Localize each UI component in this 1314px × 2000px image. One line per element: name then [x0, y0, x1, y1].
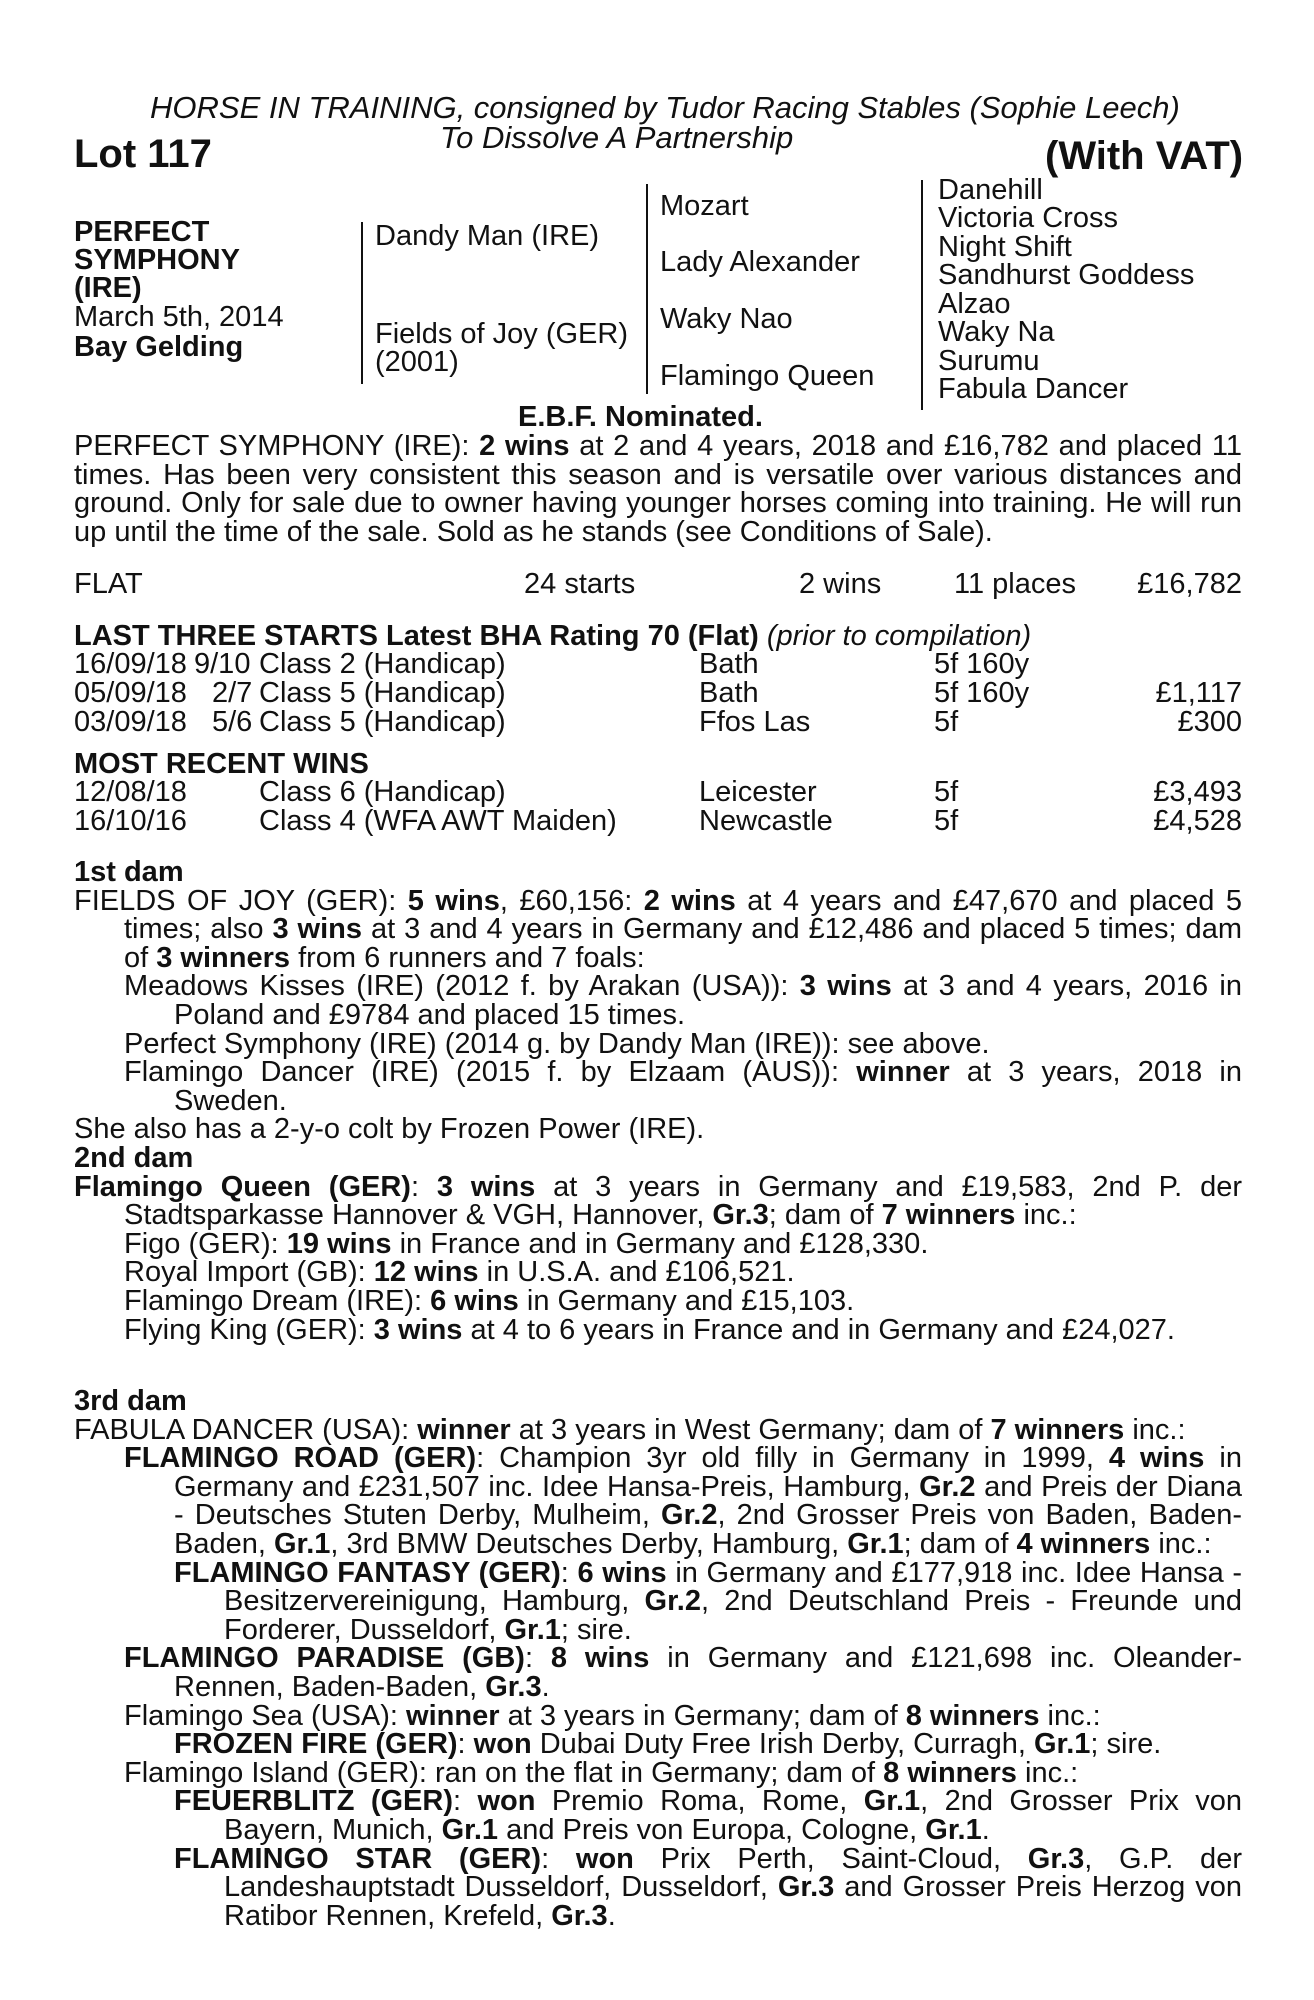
- third-dam-record: FABULA DANCER (USA): winner at 3 years in West Germany; dam of 7 winners inc.:: [74, 1413, 1186, 1446]
- flat-starts: 24 starts: [524, 568, 636, 600]
- horse-summary: PERFECT SYMPHONY (IRE): 2 wins at 2 and 4 years, 2018 and £16,782 and placed 11 times. Has been very consistent this season and is versatile over various distances and ground. Only for sale due to owner having younger horses coming into training. He will run up until the time of the sale. Sold as he stands (see Conditions of Sale).: [74, 430, 1242, 548]
- pedigree-g8: Fabula Dancer: [938, 373, 1129, 405]
- vat-status: (With VAT): [1045, 134, 1244, 178]
- first-dam-heading: 1st dam: [74, 856, 184, 888]
- pedigree-dam-sire: Waky Nao: [660, 303, 793, 335]
- produce-item: FLAMINGO PARADISE (GB): 8 wins in Germany and £121,698 inc. Oleander-Rennen, Baden-Baden, Gr.3.: [124, 1642, 1242, 1703]
- horse-name-line3: (IRE): [74, 272, 142, 304]
- produce-item: FLAMINGO FANTASY (GER): 6 wins in Germany and £177,918 inc. Idee Hansa - Besitzervereinigung, Hamburg, Gr.2, 2nd Deutschland Preis - Freunde und Forderer, Dusseldorf, Gr.1; sire.: [174, 1556, 1242, 1646]
- second-dam-record: Flamingo Queen (GER): 3 wins at 3 years in Germany and £19,583, 2nd P. der Stadtsparkasse Hannover & VGH, Hannover, Gr.3; dam of 7 winners inc.:: [74, 1170, 1242, 1232]
- recent-wins-heading: MOST RECENT WINS: [74, 748, 369, 780]
- table-row: 16/10/16 Class 4 (WFA AWT Maiden) Newcastle 5f £4,528: [74, 805, 1242, 837]
- lot-number: Lot 117: [74, 132, 212, 176]
- flat-places: 11 places: [954, 568, 1076, 600]
- pedigree-g6: Waky Na: [938, 316, 1055, 348]
- third-dam-heading: 3rd dam: [74, 1385, 187, 1417]
- produce-item: Flamingo Dancer (IRE) (2015 f. by Elzaam (AUS)): winner at 3 years, 2018 in Sweden.: [124, 1056, 1242, 1117]
- table-row: 03/09/18 5/6 Class 5 (Handicap) Ffos Las 5f £300: [74, 706, 1242, 738]
- pedigree-divider-1: [361, 222, 363, 384]
- second-dam-heading: 2nd dam: [74, 1142, 194, 1174]
- flat-wins: 2 wins: [799, 568, 882, 600]
- pedigree-sire-sire: Mozart: [660, 190, 749, 222]
- pedigree-dam-dam: Flamingo Queen: [660, 360, 875, 392]
- horse-name-line1: PERFECT: [74, 216, 210, 248]
- table-row: 12/08/18 Class 6 (Handicap) Leicester 5f £3,493: [74, 776, 1242, 808]
- first-dam-record: FIELDS OF JOY (GER): 5 wins, £60,156: 2 wins at 4 years and £47,670 and placed 5 times; also 3 wins at 3 and 4 years in Germany and £12,486 and placed 5 times; dam of 3 winners from 6 runners and 7 foals:: [74, 884, 1242, 974]
- pedigree-sire-dam: Lady Alexander: [660, 246, 860, 278]
- pedigree-g5: Alzao: [938, 288, 1011, 320]
- produce-item: Meadows Kisses (IRE) (2012 f. by Arakan (USA)): 3 wins at 3 and 4 years, 2016 in Poland and £9784 and placed 15 times.: [124, 970, 1242, 1031]
- third-dam-section: [74, 1387, 1242, 1930]
- produce-item: FLAMINGO ROAD (GER): Champion 3yr old filly in Germany in 1999, 4 wins in Germany and £231,507 inc. Idee Hansa-Preis, Hamburg, Gr.2 and Preis der Diana - Deutsches Stuten Derby, Mulheim, Gr.2, 2nd Grosser Preis von Baden, Baden-Baden, Gr.1, 3rd BMW Deutsches Derby, Hamburg, Gr.1; dam of 4 winners inc.:: [124, 1442, 1242, 1560]
- pedigree-dam-year: (2001): [375, 346, 459, 378]
- horse-sex-colour: Bay Gelding: [74, 331, 244, 363]
- produce-item: Flamingo Island (GER): ran on the flat in Germany; dam of 8 winners inc.:: [124, 1756, 1079, 1789]
- flat-earnings: £16,782: [1137, 568, 1242, 600]
- pedigree-divider-3: [921, 180, 923, 410]
- last-three-heading: LAST THREE STARTS Latest BHA Rating 70 (Flat) (prior to compilation): [74, 620, 1032, 652]
- produce-item: FROZEN FIRE (GER): won Dubai Duty Free Irish Derby, Curragh, Gr.1; sire.: [174, 1728, 1162, 1761]
- pedigree-g7: Surumu: [938, 345, 1040, 377]
- foaling-date: March 5th, 2014: [74, 301, 284, 333]
- flat-record-row: [74, 570, 1242, 599]
- produce-item: FEUERBLITZ (GER): won Premio Roma, Rome, Gr.1, 2nd Grosser Prix von Bayern, Munich, Gr.1 and Preis von Europa, Cologne, Gr.1.: [174, 1785, 1242, 1846]
- pedigree-sire: Dandy Man (IRE): [375, 220, 600, 252]
- produce-item: Flying King (GER): 3 wins at 4 to 6 years in France and in Germany and £24,027.: [124, 1313, 1175, 1346]
- pedigree-divider-2: [646, 184, 648, 394]
- produce-item: Flamingo Dream (IRE): 6 wins in Germany and £15,103.: [124, 1284, 855, 1317]
- pedigree-g1: Danehill: [938, 174, 1043, 206]
- produce-item: Figo (GER): 19 wins in France and in Germany and £128,330.: [124, 1227, 929, 1260]
- table-row: 05/09/18 2/7 Class 5 (Handicap) Bath 5f 160y £1,117: [74, 677, 1242, 709]
- horse-name-line2: SYMPHONY: [74, 244, 240, 276]
- first-dam-section: [74, 858, 1242, 1144]
- sale-reason: To Dissolve A Partnership: [440, 120, 794, 155]
- consignor-line: HORSE IN TRAINING, consigned by Tudor Racing Stables (Sophie Leech): [150, 90, 1180, 125]
- produce-item: FLAMINGO STAR (GER): won Prix Perth, Saint-Cloud, Gr.3, G.P. der Landeshauptstadt Dusseldorf, Dusseldorf, Gr.3 and Grosser Preis Herzog von Ratibor Rennen, Krefeld, Gr.3.: [174, 1842, 1242, 1932]
- flat-label: FLAT: [74, 568, 143, 600]
- pedigree-g4: Sandhurst Goddess: [938, 259, 1195, 291]
- produce-item: Flamingo Sea (USA): winner at 3 years in Germany; dam of 8 winners inc.:: [124, 1699, 1101, 1732]
- pedigree-g3: Night Shift: [938, 231, 1072, 263]
- second-dam-section: [74, 1144, 1242, 1344]
- ebf-nominated: E.B.F. Nominated.: [518, 401, 763, 433]
- pedigree-dam: Fields of Joy (GER): [375, 318, 628, 350]
- produce-item: Perfect Symphony (IRE) (2014 g. by Dandy Man (IRE)): see above.: [124, 1027, 990, 1060]
- produce-item: Royal Import (GB): 12 wins in U.S.A. and £106,521.: [124, 1256, 795, 1289]
- produce-note: She also has a 2-y-o colt by Frozen Power (IRE).: [74, 1113, 705, 1146]
- pedigree-g2: Victoria Cross: [938, 202, 1118, 234]
- table-row: 16/09/18 9/10 Class 2 (Handicap) Bath 5f 160y: [74, 648, 1030, 680]
